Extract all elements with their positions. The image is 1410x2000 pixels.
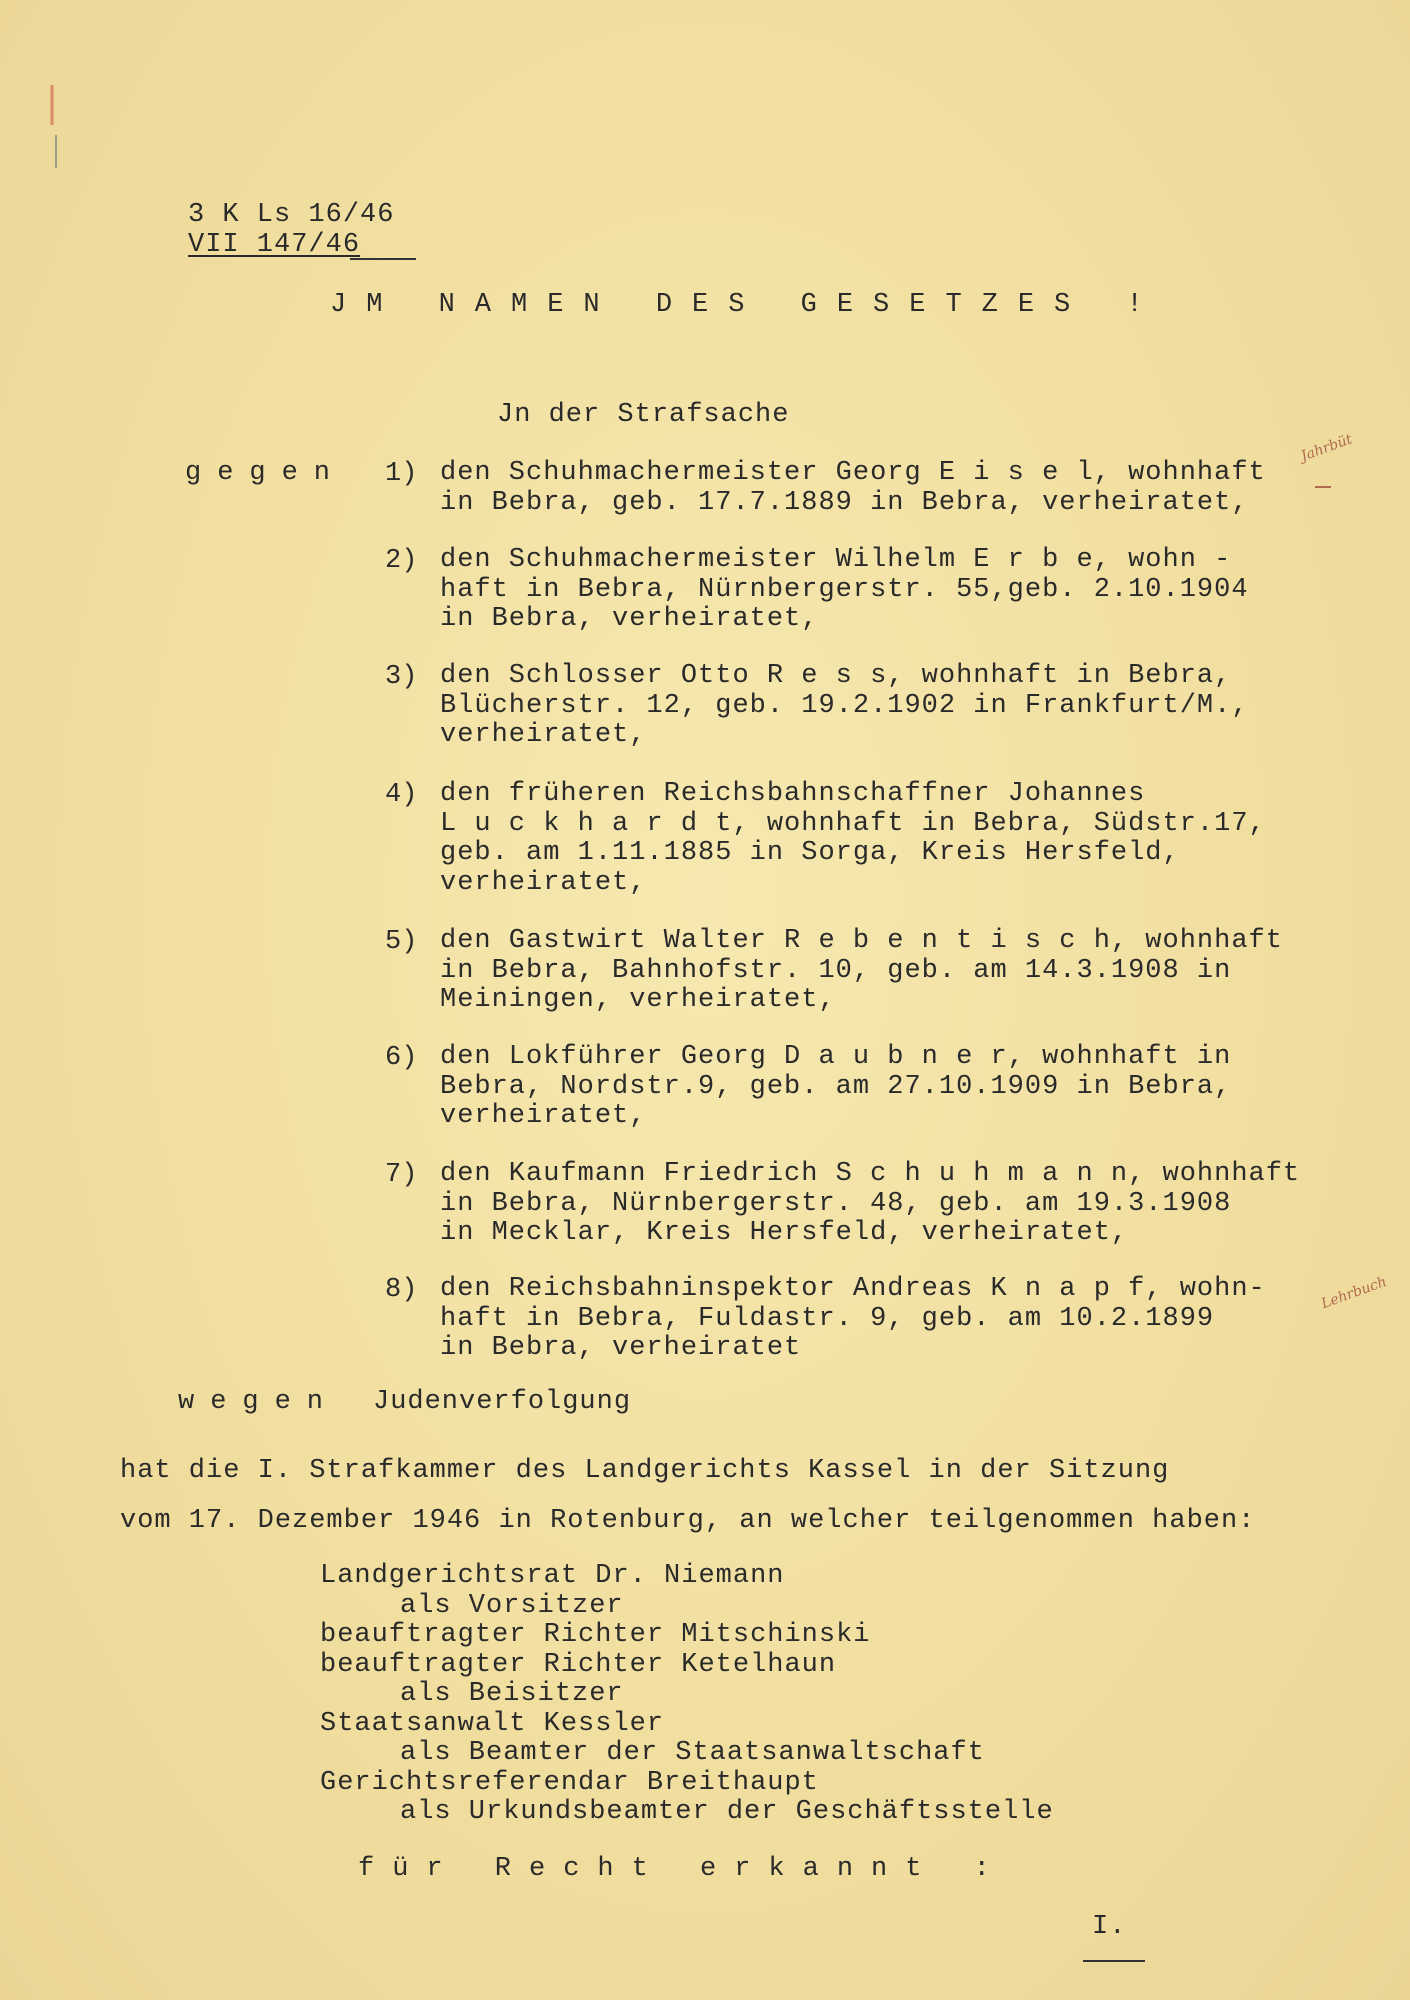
defendant-number: 4) <box>385 780 418 810</box>
case-reference-2: VII 147/46 <box>188 230 361 260</box>
court-role: als Beamter der Staatsanwaltschaft <box>400 1738 985 1768</box>
wegen-label: wegen <box>178 1387 340 1417</box>
court-paragraph-line: vom 17. Dezember 1946 in Rotenburg, an welcher teilgenommen haben: <box>120 1506 1256 1536</box>
margin-note: Jahrbüt <box>1298 431 1355 465</box>
defendant-entry: den Lokführer Georg D a u b n e r, wohnhaft in Bebra, Nordstr.9, geb. am 27.10.1909 in Bebra, verheiratet, <box>440 1042 1232 1131</box>
court-member: Landgerichtsrat Dr. Niemann <box>320 1561 785 1591</box>
defendant-entry: den früheren Reichsbahnschaffner Johannes L u c k h a r d t, wohnhaft in Bebra, Südstr.17, geb. am 1.11.1885 in Sorga, Kreis Hersfeld, verheiratet, <box>440 779 1266 898</box>
defendant-entry: den Schuhmachermeister Georg E i s e l, wohnhaft in Bebra, geb. 17.7.1889 in Bebra, verheiratet, <box>440 458 1266 518</box>
verdict-line: für Recht erkannt : <box>358 1854 1008 1884</box>
defendant-number: 8) <box>385 1275 418 1305</box>
defendant-number: 3) <box>385 662 418 692</box>
defendant-number: 6) <box>385 1043 418 1073</box>
court-member: Gerichtsreferendar Breithaupt <box>320 1767 819 1798</box>
defendant-entry: den Reichsbahninspektor Andreas K n a p f, wohn- haft in Bebra, Fuldastr. 9, geb. am 10.2.1899 in Bebra, verheiratet <box>440 1274 1266 1363</box>
court-member: beauftragter Richter Ketelhaun <box>320 1649 837 1680</box>
binder-hole-marks <box>44 80 64 170</box>
section-numeral: I. <box>1092 1912 1127 1942</box>
court-role: als Urkundsbeamter der Geschäftsstelle <box>400 1797 1054 1827</box>
defendant-entry: den Gastwirt Walter R e b e n t i s c h, wohnhaft in Bebra, Bahnhofstr. 10, geb. am 14.3.1908 in Meiningen, verheiratet, <box>440 926 1283 1015</box>
court-role: als Beisitzer <box>400 1679 624 1709</box>
court-composition <box>320 1562 1054 1828</box>
defendant-entry: den Schuhmachermeister Wilhelm E r b e, wohn - haft in Bebra, Nürnbergerstr. 55,geb. 2.10.1904 in Bebra, verheiratet, <box>440 545 1249 634</box>
gegen-label: gegen <box>185 458 347 488</box>
defendant-number: 1) <box>385 459 418 489</box>
page-title: JM NAMEN DES GESETZES ! <box>330 290 1163 320</box>
defendant-number: 5) <box>385 927 418 957</box>
defendant-entry: den Schlosser Otto R e s s, wohnhaft in Bebra, Blücherstr. 12, geb. 19.2.1902 in Frankfurt/M., verheiratet, <box>440 661 1249 750</box>
defendant-entry: den Kaufmann Friedrich S c h u h m a n n, wohnhaft in Bebra, Nürnbergerstr. 48, geb. am 19.3.1908 in Mecklar, Kreis Hersfeld, verheiratet, <box>440 1159 1301 1248</box>
court-member: beauftragter Richter Mitschinski <box>320 1620 871 1650</box>
subheading: Jn der Strafsache <box>497 400 790 430</box>
court-member: Staatsanwalt Kessler <box>320 1708 665 1739</box>
reference-underline <box>350 258 416 260</box>
section-dash <box>1083 1960 1145 1962</box>
defendant-number: 7) <box>385 1160 418 1190</box>
defendant-number: 2) <box>385 546 418 576</box>
charge-reason: Judenverfolgung <box>373 1387 632 1417</box>
margin-dash <box>1315 486 1331 488</box>
court-role: als Vorsitzer <box>400 1590 624 1621</box>
margin-note: Lehrbuch <box>1319 1273 1389 1313</box>
case-reference-1: 3 K Ls 16/46 <box>188 200 395 230</box>
court-paragraph-line: hat die I. Strafkammer des Landgerichts Kassel in der Sitzung <box>120 1456 1170 1486</box>
